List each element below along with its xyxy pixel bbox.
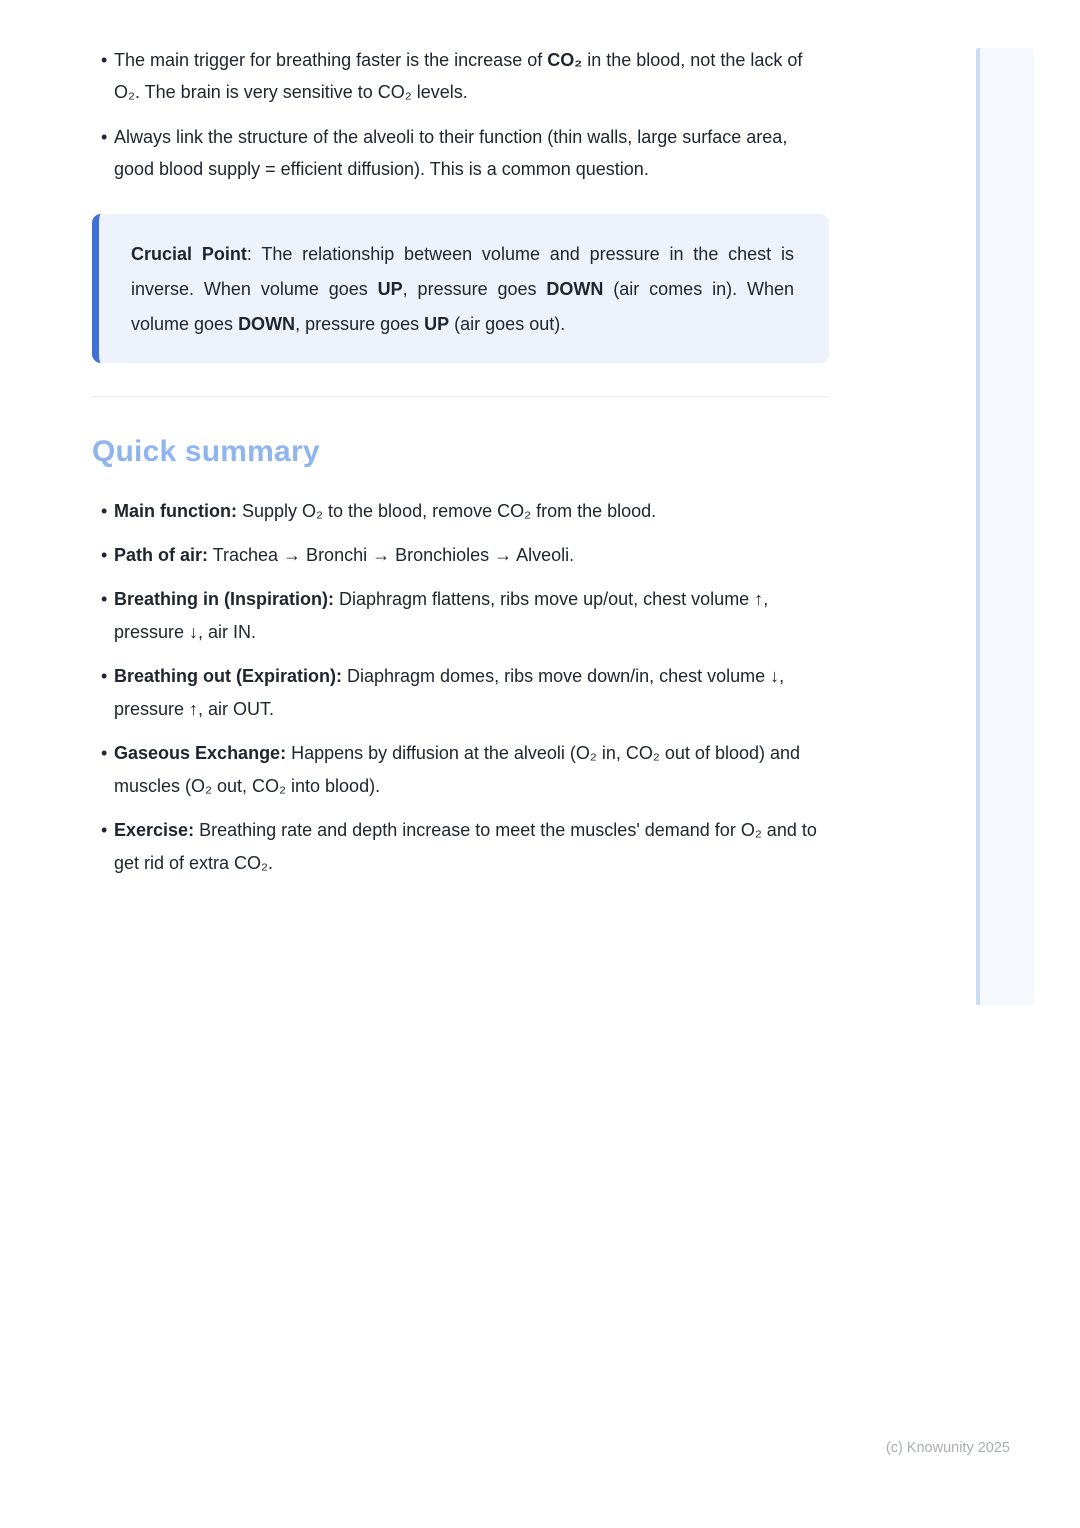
- list-item-text: Breathing in (Inspiration): Diaphragm flattens, ribs move up/out, chest volume ↑, pressure ↓, air IN.: [114, 589, 769, 642]
- section-divider: [92, 396, 829, 397]
- list-item-text: Main function: Supply O₂ to the blood, remove CO₂ from the blood.: [114, 501, 657, 521]
- list-item: [92, 737, 829, 803]
- page-footer: [886, 1439, 1010, 1457]
- bullet-marker: •: [101, 589, 108, 609]
- bullet-marker: •: [101, 820, 108, 840]
- list-item: [92, 121, 829, 185]
- bullet-marker: •: [101, 127, 108, 147]
- list-item-text: Path of air: Trachea → Bronchi → Bronchioles → Alveoli.: [114, 545, 575, 565]
- list-item-text: Breathing out (Expiration): Diaphragm domes, ribs move down/in, chest volume ↓, pressure ↑, air OUT.: [114, 666, 785, 719]
- list-item-text: Gaseous Exchange: Happens by diffusion at the alveoli (O₂ in, CO₂ out of blood) and muscles (O₂ out, CO₂ into blood).: [114, 743, 801, 796]
- bullet-marker: •: [101, 666, 108, 686]
- quick-summary-list: [92, 495, 829, 880]
- list-item: [92, 583, 829, 649]
- list-item-text: Exercise: Breathing rate and depth increase to meet the muscles' demand for O₂ and to get rid of extra CO₂.: [114, 820, 817, 873]
- list-item-text: The main trigger for breathing faster is the increase of CO₂ in the blood, not the lack of O₂. The brain is very sensitive to CO₂ levels.: [114, 50, 803, 102]
- list-item: [92, 660, 829, 726]
- bullet-marker: •: [101, 545, 108, 565]
- copyright-text: (c) Knowunity 2025: [885, 1440, 1010, 1456]
- list-item: [92, 495, 829, 528]
- scrollbar-track[interactable]: [976, 48, 1034, 1005]
- list-item: [92, 44, 829, 108]
- crucial-point-callout: [92, 214, 829, 363]
- bullet-marker: •: [101, 501, 108, 521]
- notes-page-content: [92, 44, 829, 891]
- list-item: [92, 814, 829, 880]
- list-item: [92, 539, 829, 572]
- list-item-text: Always link the structure of the alveoli to their function (thin walls, large surface area, good blood supply = efficient diffusion). This is a common question.: [114, 127, 788, 179]
- exam-tips-list: [92, 44, 829, 185]
- bullet-marker: •: [101, 743, 108, 763]
- callout-text: Crucial Point: The relationship between volume and pressure in the chest is inverse. When volume goes UP, pressure goes DOWN (air comes in). When volume goes DOWN, pressure goes UP (air goes out).: [131, 244, 794, 334]
- quick-summary-heading: Quick summary: [92, 435, 320, 468]
- bullet-marker: •: [101, 50, 108, 70]
